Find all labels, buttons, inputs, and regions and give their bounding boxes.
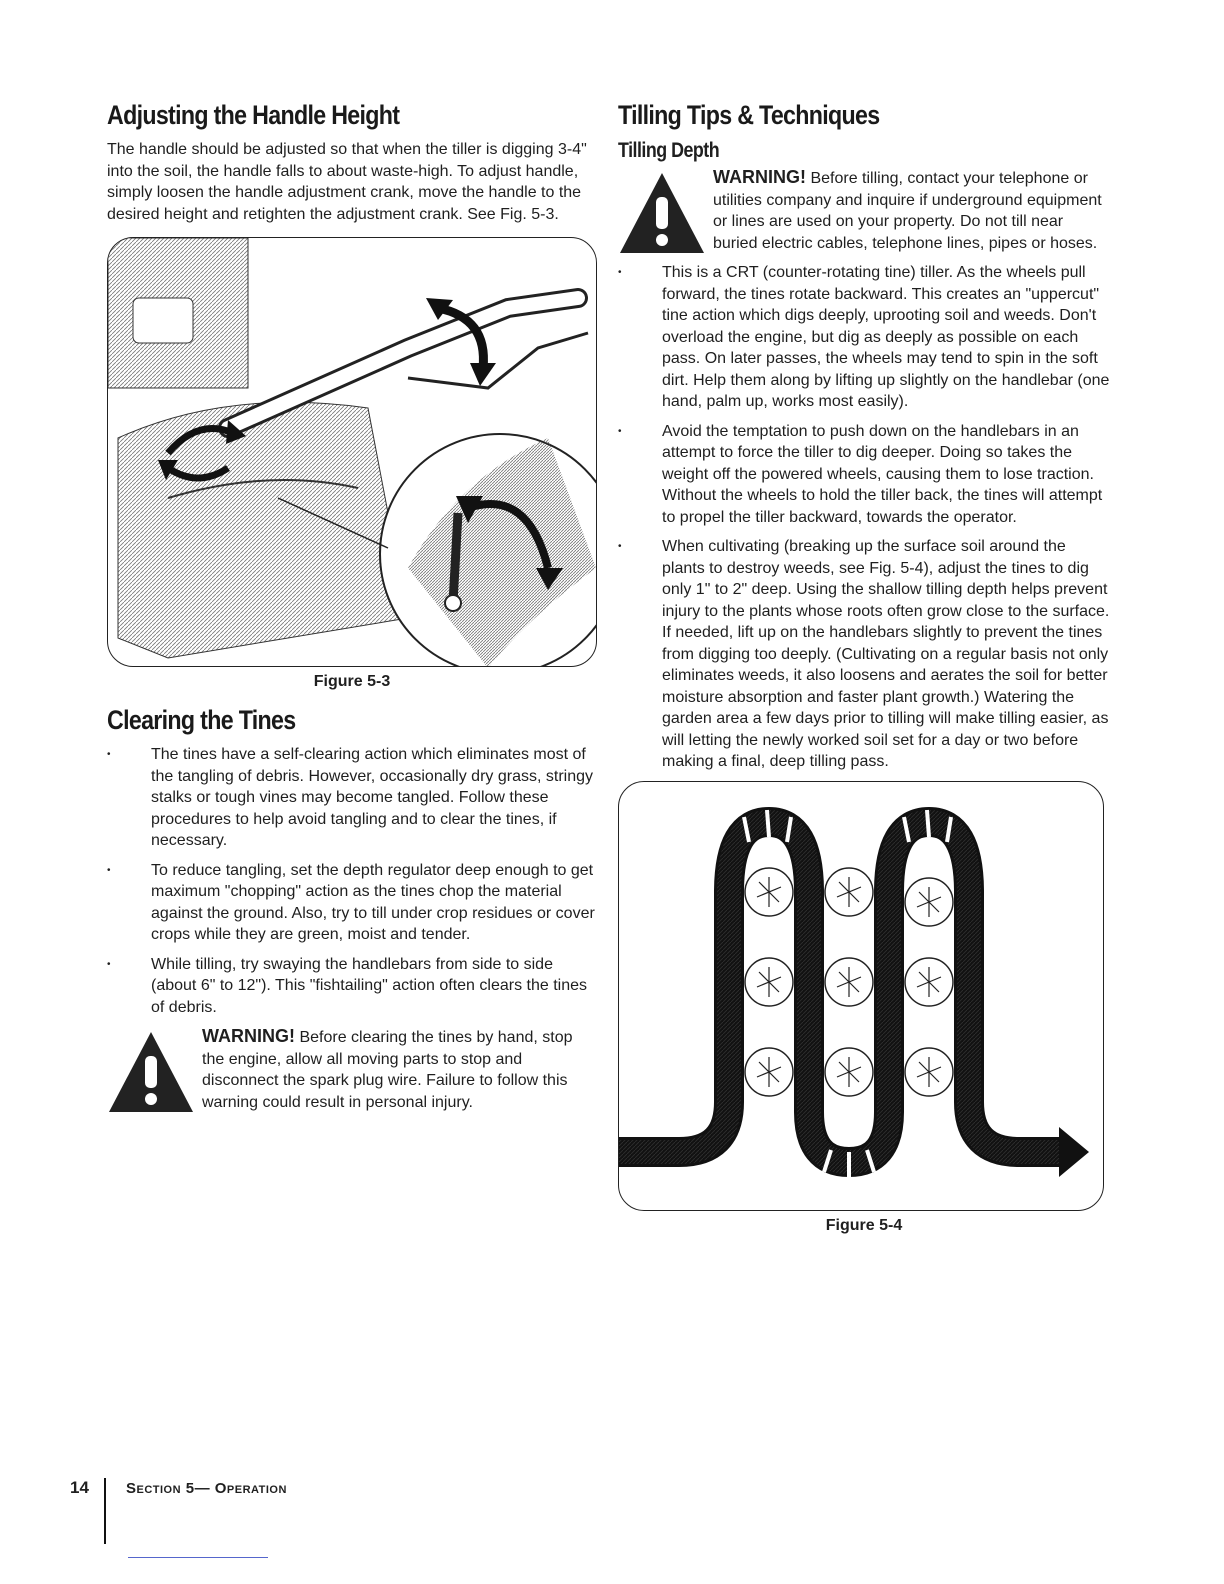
clearing-tines-heading: Clearing the Tines: [107, 705, 296, 735]
warning-label: WARNING!: [713, 167, 806, 187]
figure-5-4-caption: Figure 5-4: [825, 1216, 903, 1234]
handle-height-heading: Adjusting the Handle Height: [107, 100, 400, 130]
tilling-warning: [618, 167, 1110, 254]
figure-5-3: [107, 237, 597, 667]
clearing-warning: [107, 1026, 597, 1113]
warning-text: Before clearing the tines by hand, stop the engine, allow all moving parts to stop and disconnect the spark plug wire. Failure to follow this warning could result in personal injury.: [202, 1029, 573, 1111]
clearing-tines-list: [107, 744, 597, 1018]
bottom-rule: [128, 1557, 268, 1558]
figure-5-4: [618, 781, 1104, 1211]
list-item: • While tilling, try swaying the handlebars from side to side (about 6" to 12"). This "fishtailing" action often clears the tines of debris.: [107, 954, 597, 1019]
tilling-tips-heading: Tilling Tips & Techniques: [618, 100, 880, 130]
tilling-depth-list: [618, 262, 1110, 773]
warning-triangle-icon: [107, 1030, 195, 1114]
tilling-path-illustration: [619, 782, 1103, 1210]
list-item: • Avoid the temptation to push down on the handlebars in an attempt to force the tiller to dig deeper. Doing so takes the weight off the powered wheels, causing them to lose traction. Without the wheels to hold the tiller back, the tines will attempt to propel the tiller backward, towards the operator.: [618, 421, 1110, 529]
warning-text: Before tilling, contact your telephone or utilities company and inquire if underground equipment or lines are used on your property. Do not till near buried electric cables, telephone lines, pipes or hoses.: [713, 170, 1102, 252]
list-item: • When cultivating (breaking up the surface soil around the plants to destroy weeds, see Fig. 5-4), adjust the tines to dig only 1" to 2" deep. Using the shallow tilling depth helps prevent injury to the plants whose roots often grow close to the surface. If needed, lift up on the handlebars slightly to prevent the tines from digging too deeply. (Cultivating on a regular basis not only eliminates weeds, it also loosens and aerates the soil for better moisture absorption and faster plant growth.) Watering the garden area a few days prior to tilling will make tilling easier, as will letting the newly worked soil set for a day or two before making a final, deep tilling pass.: [618, 536, 1110, 773]
list-item: • The tines have a self-clearing action which eliminates most of the tangling of debris. However, occasionally dry grass, stringy stalks or tough vines may become tangled. Follow these procedures to help avoid tangling and to clear the tines, if necessary.: [107, 744, 597, 852]
tilling-depth-subheading: Tilling Depth: [618, 139, 720, 162]
list-item: • To reduce tangling, set the depth regulator deep enough to get maximum "chopping" action as the tines chop the material against the ground. Also, try to till under crop residues or cover crops while they are green, moist and tender.: [107, 860, 597, 946]
list-item: • This is a CRT (counter-rotating tine) tiller. As the wheels pull forward, the tines rotate backward. This creates an "uppercut" tine action which digs deeply, uprooting soil and weeds. Don't overload the engine, but dig as deeply as possible on each pass. On later passes, the wheels may tend to spin in the soft dirt. Help them along by lifting up slightly on the handlebar (one hand, palm up, works most easily).: [618, 262, 1110, 413]
warning-label: WARNING!: [202, 1026, 295, 1046]
page-number: 14: [70, 1478, 89, 1497]
warning-triangle-icon: [618, 171, 706, 255]
right-column: [618, 100, 1110, 1235]
figure-5-3-caption: Figure 5-3: [313, 673, 391, 690]
footer-divider: [104, 1478, 106, 1544]
page-footer: [70, 1478, 287, 1544]
section-label: Section 5— Operation: [126, 1480, 287, 1497]
tiller-handle-illustration: [108, 238, 596, 666]
left-column: [107, 100, 597, 1113]
handle-height-text: The handle should be adjusted so that when the tiller is digging 3-4" into the soil, the handle falls to about waste-high. To adjust handle, simply loosen the handle adjustment crank, move the handle to the desired height and retighten the adjustment crank. See Fig. 5-3.: [107, 141, 587, 223]
